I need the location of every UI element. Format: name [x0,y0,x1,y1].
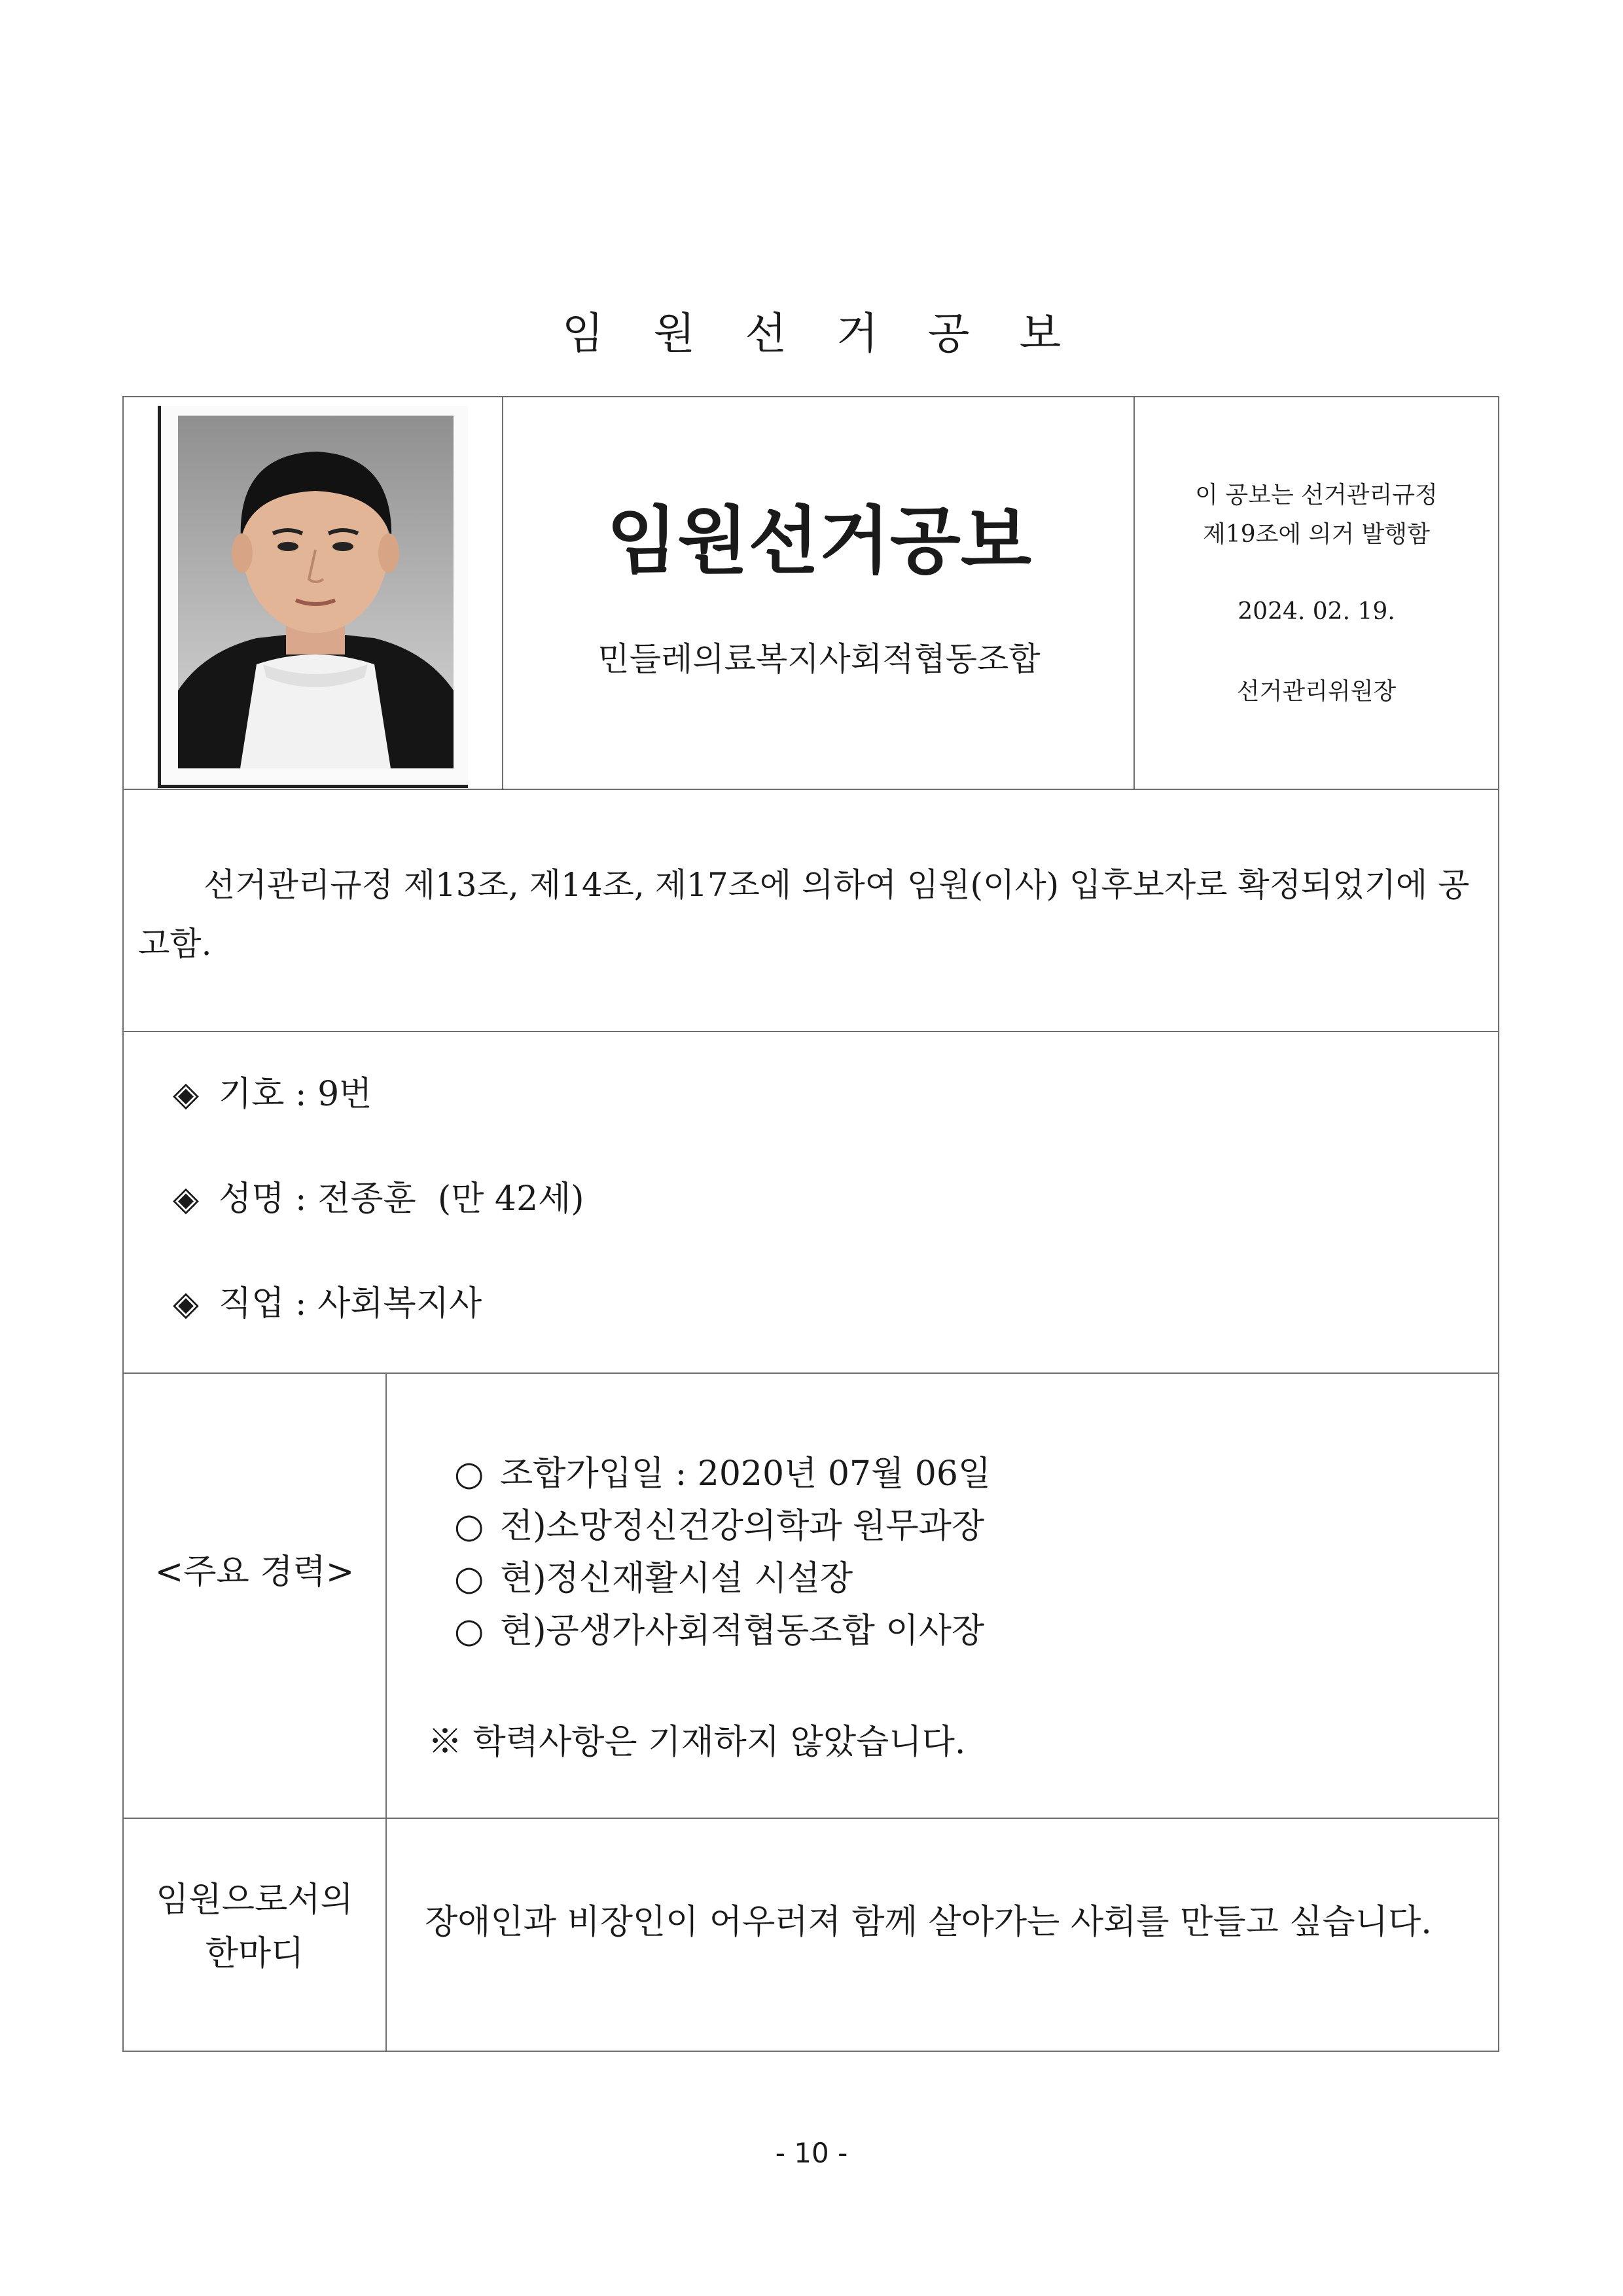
organization-name: 민들레의료복지사회적협동조합 [597,640,1041,678]
career-item [454,1451,991,1497]
career-item-text: 조합가입일 : 2020년 07월 06일 [500,1454,991,1494]
election-bulletin-table [122,396,1499,2052]
career-item [454,1608,984,1654]
statement-label-line-1: 임원으로서의 [156,1880,353,1920]
name-value: 전종훈 (만 42세) [317,1179,584,1219]
row-divider [124,1031,1498,1032]
career-item-text: 현)정신재활시설 시설장 [500,1559,853,1598]
circle-bullet-icon: ○ [454,1507,484,1546]
circle-bullet-icon: ○ [454,1611,484,1651]
diamond-bullet-icon: ◈ [173,1075,199,1114]
separator: : [295,1284,307,1323]
heading-char: 거 [836,308,878,359]
statement-text: 장애인과 비장인이 어우러져 함께 살아가는 사회를 만들고 싶습니다. [425,1903,1432,1942]
diamond-bullet-icon: ◈ [173,1179,199,1219]
circle-bullet-icon: ○ [454,1559,484,1598]
career-item [454,1556,853,1602]
job-label: 직업 [219,1284,285,1323]
career-item-text: 현)공생가사회적협동조합 이사장 [500,1611,985,1651]
notice-line-1: 이 공보는 선거관리규정 [1195,482,1438,509]
separator: : [295,1179,307,1219]
candidate-number [173,1071,372,1117]
separator: : [295,1075,307,1114]
career-item [454,1503,984,1549]
heading-char: 선 [745,308,787,359]
diamond-bullet-icon: ◈ [173,1284,199,1323]
job-value: 사회복지사 [317,1284,482,1323]
row-divider [124,1818,1498,1819]
candidate-name [173,1176,584,1222]
issue-date: 2024. 02. 19. [1238,598,1395,625]
candidate-job [173,1281,482,1327]
heading-char: 공 [927,308,970,359]
statement-label-line-2: 한마디 [205,1934,304,1973]
column-divider [502,397,503,790]
row-divider [124,789,1498,790]
number-value: 9번 [317,1075,372,1114]
heading-char: 보 [1019,308,1061,359]
career-item-text: 전)소망정신건강의학과 원무과장 [500,1507,985,1546]
column-divider [385,1372,387,2051]
heading-char: 임 [562,308,604,359]
candidate-photo [178,416,454,768]
page-heading [0,304,1623,363]
bulletin-title: 임원선거공보 [606,498,1032,584]
row-divider [124,1372,1498,1374]
career-label: <주요 경력> [154,1552,355,1592]
page-number: - 10 - [775,2137,848,2169]
heading-char: 원 [653,308,696,359]
notice-line-2: 제19조에 의거 발행함 [1203,521,1430,548]
name-label: 성명 [219,1179,285,1219]
number-label: 기호 [219,1075,285,1114]
issuer: 선거관리위원장 [1236,678,1397,705]
statement-label [124,1873,385,1981]
announcement-text: 선거관리규정 제13조, 제14조, 제17조에 의하여 임원(이사) 입후보자로 확정되었기에 공고함. [138,866,1470,963]
circle-bullet-icon: ○ [454,1454,484,1494]
candidate-photo-frame [158,406,468,788]
education-note: ※ 학력사항은 기재하지 않았습니다. [428,1723,966,1762]
person-portrait-icon [178,416,454,768]
